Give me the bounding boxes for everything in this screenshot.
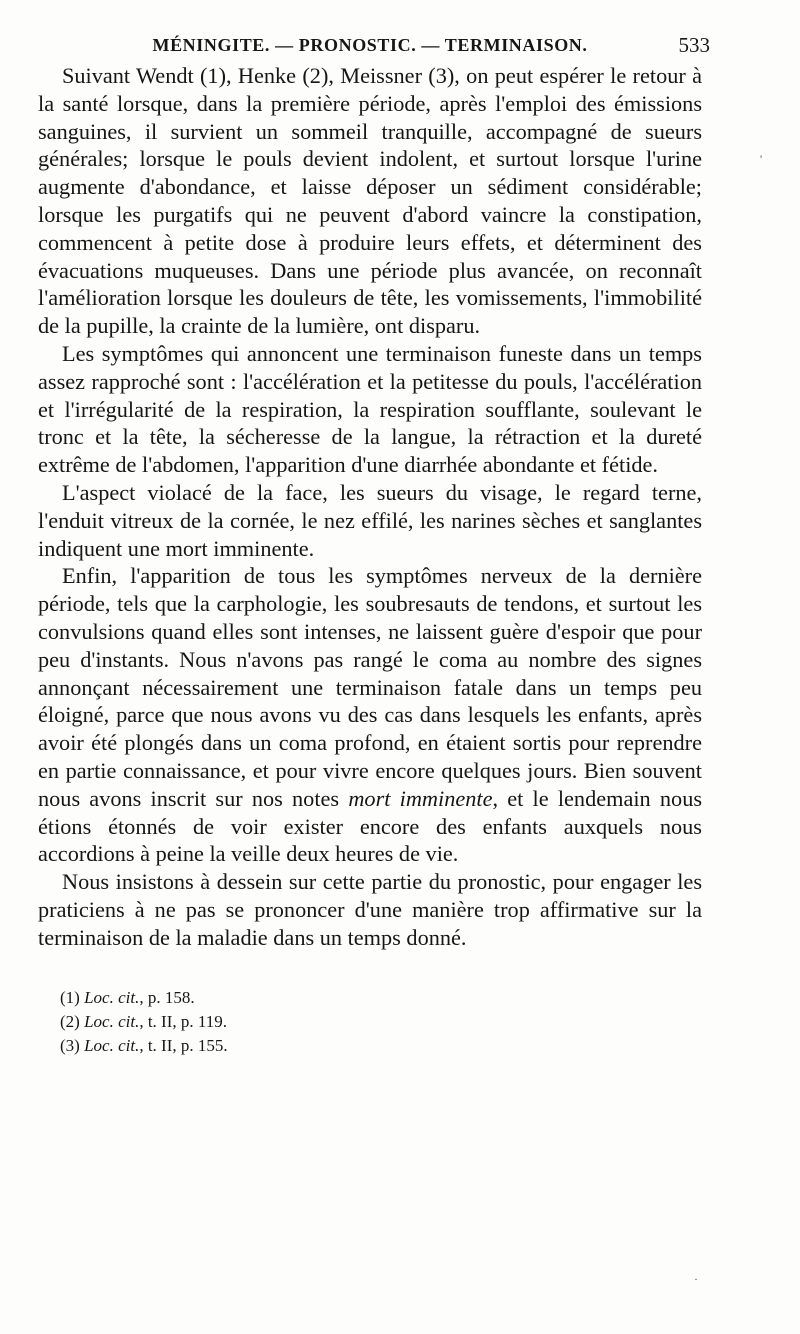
footnote <box>60 986 702 1010</box>
footnote-detail: , p. 158. <box>139 987 195 1007</box>
paragraph-imminent-death-signs <box>38 479 702 562</box>
paragraph-text: Enfin, l'apparition de tous les symptômes nerveux de la dernière période, tels que la carphologie, les soubresauts de tendons, et surtout les convulsions quand elles sont intenses, ne laissent guère d'espoir que pour peu d'instants. Nous n'avons pas rangé le coma au nombre des signes annonçant nécessairement une terminaison fatale dans un temps peu éloigné, parce que nous avons vu des cas dans lesquels les enfants, après avoir été plongés dans un coma profond, en étaient sortis pour reprendre en partie connaissance, et pour vivre encore quelques jours. Bien souvent nous avons inscrit sur nos notes <box>38 563 702 811</box>
footnote-number: (1) <box>60 987 80 1007</box>
paragraph-prognosis-recovery <box>38 62 702 340</box>
footnote-reference: Loc. cit. <box>84 1035 140 1055</box>
speck-mark: ' <box>760 152 763 166</box>
paragraph-text: , et le lendemain nous étions étonnés de voir exister encore des enfants auxquels nous accordions à peine la veille deux heures de vie. <box>38 785 703 867</box>
footnote-detail: , t. II, p. 155. <box>139 1035 228 1055</box>
paragraph-text: Nous insistons à dessein sur cette partie du pronostic, pour engager les praticiens à ne pas se prononcer d'une manière trop affirmative sur la terminaison de la maladie dans un temps donné. <box>38 869 702 950</box>
paragraph-fatal-symptoms <box>38 340 702 479</box>
footnote <box>60 1010 702 1034</box>
paragraph-conclusion <box>38 868 702 951</box>
page-number: 533 <box>678 33 710 57</box>
speck-mark: · <box>694 1272 698 1286</box>
footnote <box>60 1034 702 1058</box>
footnote-reference: Loc. cit. <box>84 987 140 1007</box>
paragraph-text: Suivant Wendt (1), Henke (2), Meissner (3), on peut espérer le retour à la santé lorsque, dans la première période, après l'emploi des émissions sanguines, il survient un sommeil tranquille, accompagné de sueurs générales; lorsque le pouls devient indolent, et surtout lorsque l'urine augmente d'abondance, et laisse déposer un sédiment considérable; lorsque les purgatifs qui ne peuvent d'abord vaincre la constipation, commencent à petite dose à produire leurs effets, et déterminent des évacuations muqueuses. Dans une période plus avancée, on reconnaît l'amélioration lorsque les douleurs de tête, les vomissements, l'immobilité de la pupille, la crainte de la lumière, ont disparu. <box>38 63 702 339</box>
paragraph-nervous-symptoms <box>38 562 702 868</box>
footnotes <box>60 986 702 1058</box>
paragraph-text: Les symptômes qui annoncent une terminaison funeste dans un temps assez rapproché sont : l'accélération et la petitesse du pouls, l'accélération et l'irrégularité de la respiration, la respiration soufflante, soulevant le tronc et la tête, la sécheresse de la langue, la rétraction et la dureté extrême de l'abdomen, l'apparition d'une diarrhée abondante et fétide. <box>38 340 702 478</box>
footnote-reference: Loc. cit. <box>84 1011 140 1031</box>
footnote-detail: , t. II, p. 119. <box>139 1011 227 1031</box>
paragraph-text: L'aspect violacé de la face, les sueurs du visage, le regard terne, l'enduit vitreux de la cornée, le nez effilé, les narines sèches et sanglantes indiquent une mort imminente. <box>38 479 702 561</box>
footnote-number: (2) <box>60 1011 80 1031</box>
running-head <box>38 30 710 60</box>
footnote-number: (3) <box>60 1035 80 1055</box>
emphasis-text: mort imminente <box>348 785 493 811</box>
running-head-title: MÉNINGITE. — PRONOSTIC. — TERMINAISON. <box>152 35 588 55</box>
body-text <box>38 62 702 952</box>
